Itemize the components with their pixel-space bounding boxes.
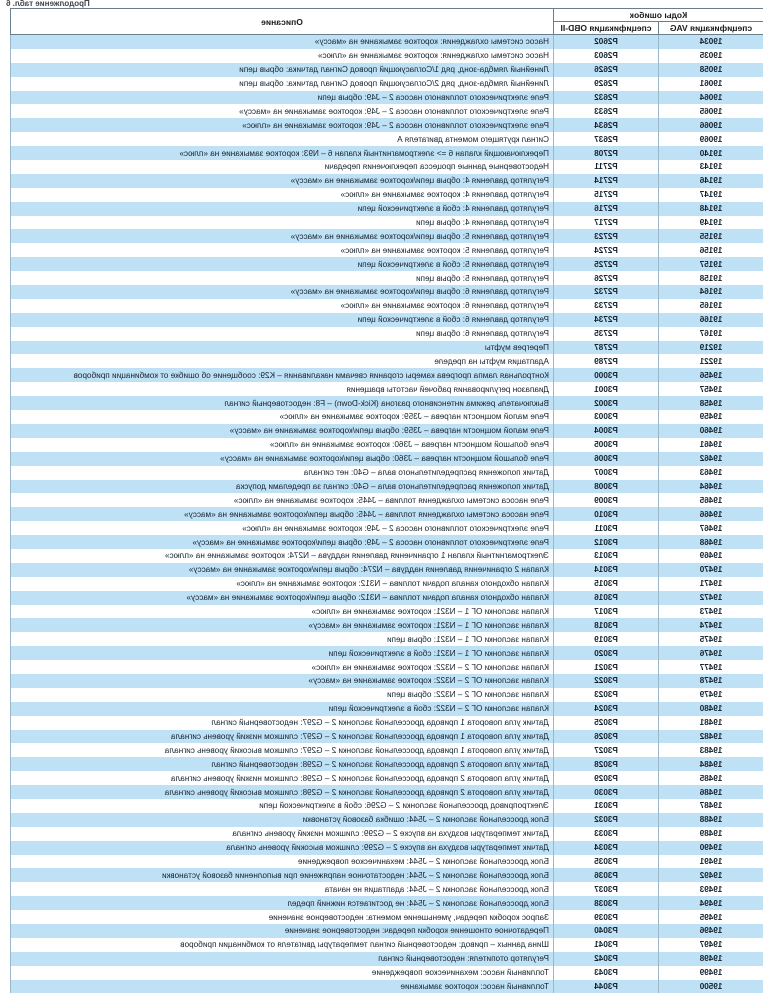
vag-code-cell: 19474 [659,618,763,632]
table-row [11,410,763,424]
vag-code-cell: 19476 [659,646,763,660]
obd-code-cell: P3009 [554,493,659,507]
obd-code-cell: P3026 [554,730,659,744]
description-cell: Датчик угла поворота 2 привода дроссельной заслонки 2 – G298: слишком высокий уровень сигнала [11,785,554,799]
vag-code-cell: 19061 [659,77,763,91]
description-cell: Линейный лямбда-зонд, ряд 1/Согласующий провод Сигнал датчика: обрыв цепи [11,63,554,77]
description-cell: Клапан заслонки ОГ 2 – N322: сбой в электрической цепи [11,702,554,716]
obd-code-cell: P3017 [554,605,659,619]
vag-code-cell: 19460 [659,424,763,438]
obd-code-cell: P3001 [554,382,659,396]
vag-code-cell: 19480 [659,702,763,716]
obd-code-cell: P3024 [554,702,659,716]
description-cell: Блок дроссельной заслонки 2 – J544: не достигается нижний предел [11,896,554,910]
vag-code-cell: 19492 [659,868,763,882]
obd-code-cell: P3008 [554,480,659,494]
description-cell: Адаптация муфты на пределе [11,354,554,368]
vag-code-cell: 19165 [659,299,763,313]
description-cell: Контрольная лампа прогрева камеры сгорания свечами накаливания – K29: сообщение об ошибке от комбинации приборов [11,368,554,382]
description-cell: Регулятор давления 5: обрыв цепи [11,271,554,285]
description-cell: Клапан заслонки ОГ 2 – N322: короткое замыкание на «плюс» [11,660,554,674]
obd-code-cell: P2787 [554,341,659,355]
obd-code-cell: P2634 [554,118,659,132]
table-row [11,896,763,910]
table-row [11,160,763,174]
obd-code-cell: P2725 [554,257,659,271]
vag-code-cell: 19500 [659,980,763,994]
obd-code-cell: P2734 [554,313,659,327]
table-row [11,591,763,605]
obd-code-cell: P3034 [554,841,659,855]
description-cell: Электромагнитный клапан 1 ограничения давления наддува – N274: короткое замыкание на «плюс» [11,549,554,563]
obd-code-cell: P2626 [554,63,659,77]
vag-code-cell: 19155 [659,229,763,243]
vag-code-cell: 19219 [659,341,763,355]
description-cell: Выключатель режима интенсивного разгона (Kick-Down) – F8: недостоверный сигнал [11,396,554,410]
table-row [11,257,763,271]
vag-code-cell: 19166 [659,313,763,327]
table-row [11,827,763,841]
vag-code-cell: 19149 [659,216,763,230]
description-cell: Линейный лямбда-зонд, ряд 2/Согласующий провод Сигнал датчика: обрыв цепи [11,77,554,91]
vag-code-cell: 19494 [659,896,763,910]
obd-code-cell: P2789 [554,354,659,368]
table-row [11,563,763,577]
obd-code-cell: P3010 [554,507,659,521]
obd-code-cell: P2724 [554,243,659,257]
table-row [11,549,763,563]
obd-code-cell: P3041 [554,938,659,952]
table-row [11,396,763,410]
table-row [11,480,763,494]
vag-code-cell: 19467 [659,521,763,535]
table-row [11,855,763,869]
obd-code-cell: P3040 [554,924,659,938]
vag-code-cell: 19466 [659,507,763,521]
table-row [11,243,763,257]
vag-code-cell: 19146 [659,174,763,188]
obd-code-cell: P3037 [554,882,659,896]
vag-code-cell: 19148 [659,202,763,216]
table-row [11,63,763,77]
header-vag: спецификация VAG [659,22,763,35]
description-cell: Датчик положения распределительного вала – G40: нет сигнала [11,466,554,480]
vag-code-cell: 19478 [659,674,763,688]
table-row [11,910,763,924]
description-cell: Датчик угла поворота 2 привода дроссельной заслонки 2 – G298: недостоверный сигнал [11,757,554,771]
table-row [11,702,763,716]
vag-code-cell: 19484 [659,757,763,771]
description-cell: Датчик угла поворота 1 привода дроссельной заслонки 2 – G297: слишком высокий уровень сигнала [11,743,554,757]
table-row [11,924,763,938]
table-row [11,535,763,549]
obd-code-cell: P3042 [554,952,659,966]
obd-code-cell: P3020 [554,646,659,660]
obd-code-cell: P3012 [554,535,659,549]
obd-code-cell: P3039 [554,910,659,924]
obd-code-cell: P2603 [554,49,659,63]
description-cell: Регулятор давления 5: короткое замыкание на «плюс» [11,243,554,257]
description-cell: Клапан заслонки ОГ 2 – N322: обрыв цепи [11,688,554,702]
description-cell: Регулятор отопителя: недостоверный сигнал [11,952,554,966]
obd-code-cell: P3031 [554,799,659,813]
table-row [11,507,763,521]
obd-code-cell: P2602 [554,35,659,49]
description-cell: Запрос коробки передач, уменьшение момента: недостоверное значение [11,910,554,924]
table-row [11,493,763,507]
vag-code-cell: 19463 [659,466,763,480]
description-cell: Переключающий клапан 6 => электромагнитный клапан 6 – N93: короткое замыкание на «плюс» [11,146,554,160]
vag-code-cell: 19069 [659,132,763,146]
description-cell: Реле насоса системы охлаждения топлива – J445: обрыв цепи/короткое замыкание на «массу» [11,507,554,521]
description-cell: Датчик положения распределительного вала – G40: сигнал за пределами допуска [11,480,554,494]
vag-code-cell: 19498 [659,952,763,966]
description-cell: Реле насоса системы охлаждения топлива – J445: короткое замыкание на «плюс» [11,493,554,507]
vag-code-cell: 19479 [659,688,763,702]
description-cell: Блок дроссельной заслонки 2 – J544: адаптация не начата [11,882,554,896]
obd-code-cell: P3005 [554,438,659,452]
description-cell: Клапан 2 ограничения давления наддува – N274: обрыв цепи/короткое замыкание на «массу» [11,563,554,577]
error-codes-table [10,8,763,993]
table-row [11,174,763,188]
vag-code-cell: 19496 [659,924,763,938]
description-cell: Реле электрического топливного насоса 2 – J49: короткое замыкание на «плюс» [11,118,554,132]
table-row [11,813,763,827]
vag-code-cell: 19487 [659,799,763,813]
vag-code-cell: 19497 [659,938,763,952]
obd-code-cell: P3023 [554,688,659,702]
obd-code-cell: P3038 [554,896,659,910]
description-cell: Диапазон регулирования рабочей частоты вращения [11,382,554,396]
description-cell: Клапан заслонки ОГ 1 – N321: короткое замыкание на «плюс» [11,605,554,619]
vag-code-cell: 19221 [659,354,763,368]
table-row [11,980,763,994]
table-row [11,229,763,243]
table-row [11,632,763,646]
obd-code-cell: P3022 [554,674,659,688]
description-cell: Шина данных – привод: недостоверный сигнал температуры двигателя от комбинации приборов [11,938,554,952]
table-row [11,354,763,368]
obd-code-cell: P3033 [554,827,659,841]
description-cell: Блок дроссельной заслонки 2 – J544: недостаточное напряжение при выполнении базовой установки [11,868,554,882]
description-cell: Реле электрического топливного насоса 2 – J49: короткое замыкание на «плюс» [11,521,554,535]
description-cell: Датчик угла поворота 1 привода дроссельной заслонки 2 – G297: недостоверный сигнал [11,716,554,730]
description-cell: Топливный насос: механическое повреждение [11,966,554,980]
vag-code-cell: 19495 [659,910,763,924]
table-row [11,188,763,202]
description-cell: Клапан заслонки ОГ 1 – N321: короткое замыкание на «массу» [11,618,554,632]
obd-code-cell: P2629 [554,77,659,91]
obd-code-cell: P3027 [554,743,659,757]
table-row [11,868,763,882]
obd-code-cell: P2637 [554,132,659,146]
table-row [11,327,763,341]
description-cell: Регулятор давления 4: сбой в электрической цепи [11,202,554,216]
vag-code-cell: 19477 [659,660,763,674]
vag-code-cell: 19143 [659,160,763,174]
vag-code-cell: 19475 [659,632,763,646]
page-marker: Продолжение табл. 6 [6,0,90,8]
obd-code-cell: P3032 [554,813,659,827]
vag-code-cell: 19471 [659,577,763,591]
description-cell: Передаточное отношение коробки передач: недостоверное значение [11,924,554,938]
obd-code-cell: P2715 [554,188,659,202]
description-cell: Регулятор давления 6: обрыв цепи [11,327,554,341]
table-row [11,785,763,799]
description-cell: Недостоверные данные процесса переключения передачи [11,160,554,174]
table-row [11,966,763,980]
table-row [11,424,763,438]
vag-code-cell: 19486 [659,785,763,799]
description-cell: Блок дроссельной заслонки 2 – J544: ошибка базовой установки [11,813,554,827]
table-row [11,146,763,160]
vag-code-cell: 19156 [659,243,763,257]
table-row [11,757,763,771]
header-description: Описание [11,9,554,35]
vag-code-cell: 19472 [659,591,763,605]
vag-code-cell: 19488 [659,813,763,827]
description-cell: Перегрев муфты [11,341,554,355]
description-cell: Регулятор давления 5: сбой в электрической цепи [11,257,554,271]
vag-code-cell: 19482 [659,730,763,744]
obd-code-cell: P3029 [554,771,659,785]
obd-code-cell: P3013 [554,549,659,563]
table-row [11,438,763,452]
obd-code-cell: P2723 [554,229,659,243]
table-row [11,952,763,966]
obd-code-cell: P3018 [554,618,659,632]
vag-code-cell: 19470 [659,563,763,577]
obd-code-cell: P3019 [554,632,659,646]
table-row [11,285,763,299]
obd-code-cell: P2716 [554,202,659,216]
table-row [11,202,763,216]
vag-code-cell: 19140 [659,146,763,160]
table-row [11,35,763,49]
table-body [11,35,763,994]
table-row [11,466,763,480]
obd-code-cell: P2717 [554,216,659,230]
vag-code-cell: 19493 [659,882,763,896]
obd-code-cell: P3014 [554,563,659,577]
obd-code-cell: P2735 [554,327,659,341]
vag-code-cell: 19468 [659,535,763,549]
table-row [11,771,763,785]
description-cell: Клапан обходного канала подачи топлива – N312: короткое замыкание на «плюс» [11,577,554,591]
vag-code-cell: 19167 [659,327,763,341]
description-cell: Датчик температуры воздуха на впуске 2 – G299: слишком низкий уровень сигнала [11,827,554,841]
description-cell: Реле большой мощности нагрева – J360: короткое замыкание на «плюс» [11,438,554,452]
table-row [11,743,763,757]
vag-code-cell: 19456 [659,368,763,382]
table-row [11,841,763,855]
vag-code-cell: 19458 [659,396,763,410]
vag-code-cell: 19489 [659,827,763,841]
obd-code-cell: P3000 [554,368,659,382]
table-row [11,799,763,813]
vag-code-cell: 19034 [659,35,763,49]
description-cell: Регулятор давления 4: короткое замыкание на «плюс» [11,188,554,202]
vag-code-cell: 19065 [659,104,763,118]
vag-code-cell: 19461 [659,438,763,452]
vag-code-cell: 19462 [659,452,763,466]
table-row [11,49,763,63]
obd-code-cell: P3006 [554,452,659,466]
table-row [11,660,763,674]
vag-code-cell: 19157 [659,257,763,271]
obd-code-cell: P3025 [554,716,659,730]
table-row [11,299,763,313]
description-cell: Регулятор давления 6: обрыв цепи/короткое замыкание на «массу» [11,285,554,299]
table-row [11,77,763,91]
description-cell: Клапан заслонки ОГ 2 – N322: короткое замыкание на «массу» [11,674,554,688]
description-cell: Блок дроссельной заслонки 2 – J544: механическое повреждение [11,855,554,869]
description-cell: Насос системы охлаждения: короткое замыкание на «массу» [11,35,554,49]
table-row [11,577,763,591]
vag-code-cell: 19058 [659,63,763,77]
table-row [11,618,763,632]
description-cell: Реле большой мощности нагрева – J360: обрыв цепи/короткое замыкание на «массу» [11,452,554,466]
description-cell: Реле малой мощности нагрева – J359: обрыв цепи/короткое замыкание на «массу» [11,424,554,438]
description-cell: Реле малой мощности нагрева – J359: короткое замыкание на «плюс» [11,410,554,424]
table-row [11,882,763,896]
vag-code-cell: 19499 [659,966,763,980]
obd-code-cell: P3030 [554,785,659,799]
table-row [11,382,763,396]
table-row [11,521,763,535]
obd-code-cell: P3004 [554,424,659,438]
table-row [11,605,763,619]
header-error-codes: Коды ошибок [554,9,763,22]
vag-code-cell: 19464 [659,480,763,494]
vag-code-cell: 19064 [659,91,763,105]
description-cell: Реле электрического топливного насоса 2 – J49: короткое замыкание на «массу» [11,104,554,118]
vag-code-cell: 19483 [659,743,763,757]
obd-code-cell: P3043 [554,966,659,980]
description-cell: Насос системы охлаждения: короткое замыкание на «плюс» [11,49,554,63]
obd-code-cell: P2726 [554,271,659,285]
obd-code-cell: P3015 [554,577,659,591]
table-row [11,216,763,230]
description-cell: Регулятор давления 6: короткое замыкание на «плюс» [11,299,554,313]
obd-code-cell: P2708 [554,146,659,160]
obd-code-cell: P3021 [554,660,659,674]
table-row [11,688,763,702]
table-header [11,9,763,35]
obd-code-cell: P3007 [554,466,659,480]
vag-code-cell: 19491 [659,855,763,869]
description-cell: Клапан заслонки ОГ 1 – N321: сбой в электрической цепи [11,646,554,660]
obd-code-cell: P3036 [554,868,659,882]
table-row [11,271,763,285]
vag-code-cell: 19485 [659,771,763,785]
obd-code-cell: P3011 [554,521,659,535]
vag-code-cell: 19147 [659,188,763,202]
description-cell: Электропривод дроссельной заслонки 2 – G296: сбой в электрической цепи [11,799,554,813]
table-row [11,452,763,466]
description-cell: Топливный насос: короткое замыкание [11,980,554,994]
description-cell: Регулятор давления 4: обрыв цепи [11,216,554,230]
header-obd: спецификация OBD-II [554,22,659,35]
description-cell: Датчик угла поворота 1 привода дроссельной заслонки 2 – G297: слишком низкий уровень сигнала [11,730,554,744]
obd-code-cell: P3044 [554,980,659,994]
description-cell: Регулятор давления 5: обрыв цепи/короткое замыкание на «массу» [11,229,554,243]
table-row [11,104,763,118]
table-row [11,313,763,327]
obd-code-cell: P2632 [554,91,659,105]
obd-code-cell: P2714 [554,174,659,188]
description-cell: Клапан заслонки ОГ 1 – N321: обрыв цепи [11,632,554,646]
obd-code-cell: P2633 [554,104,659,118]
vag-code-cell: 19164 [659,285,763,299]
vag-code-cell: 19459 [659,410,763,424]
vag-code-cell: 19035 [659,49,763,63]
table-row [11,716,763,730]
table-row [11,368,763,382]
obd-code-cell: P3016 [554,591,659,605]
vag-code-cell: 19469 [659,549,763,563]
obd-code-cell: P2711 [554,160,659,174]
obd-code-cell: P3002 [554,396,659,410]
description-cell: Клапан обходного канала подачи топлива – N312: обрыв цепи/короткое замыкание на «массу» [11,591,554,605]
description-cell: Датчик температуры воздуха на впуске 2 – G299: слишком высокий уровень сигнала [11,841,554,855]
obd-code-cell: P3028 [554,757,659,771]
vag-code-cell: 19465 [659,493,763,507]
vag-code-cell: 19481 [659,716,763,730]
obd-code-cell: P3035 [554,855,659,869]
vag-code-cell: 19490 [659,841,763,855]
vag-code-cell: 19457 [659,382,763,396]
table-row [11,730,763,744]
description-cell: Регулятор давления 4: обрыв цепи/короткое замыкание на «массу» [11,174,554,188]
table-row [11,91,763,105]
vag-code-cell: 19158 [659,271,763,285]
table-row [11,674,763,688]
obd-code-cell: P2732 [554,285,659,299]
table-row [11,646,763,660]
description-cell: Сигнал крутящего момента двигателя А [11,132,554,146]
obd-code-cell: P2733 [554,299,659,313]
table-row [11,341,763,355]
vag-code-cell: 19066 [659,118,763,132]
description-cell: Регулятор давления 6: сбой в электрической цепи [11,313,554,327]
vag-code-cell: 19473 [659,605,763,619]
description-cell: Датчик угла поворота 2 привода дроссельной заслонки 2 – G298: слишком низкий уровень сигнала [11,771,554,785]
description-cell: Реле электрического топливного насоса 2 – J49: обрыв цепи/короткое замыкание на «массу» [11,535,554,549]
table-row [11,118,763,132]
table-row [11,938,763,952]
table-row [11,132,763,146]
obd-code-cell: P3003 [554,410,659,424]
description-cell: Реле электрического топливного насоса 2 – J49: обрыв цепи [11,91,554,105]
